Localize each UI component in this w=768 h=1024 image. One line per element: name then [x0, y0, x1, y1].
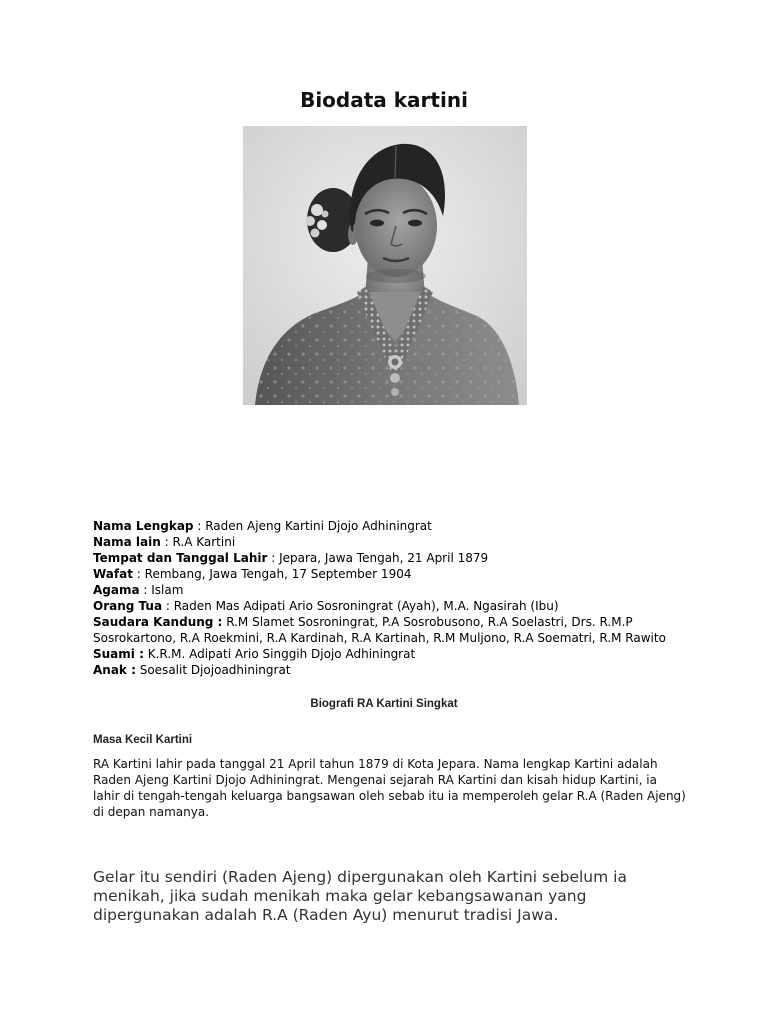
- section-heading-biografi: Biografi RA Kartini Singkat: [310, 698, 458, 710]
- paragraph-gelar: Gelar itu sendiri (Raden Ajeng) dipergunakan oleh Kartini sebelum ia menikah, jika sudah menikah maka gelar kebangsawanan yang dipergunakan adalah R.A (Raden Ayu) menurut tradisi Jawa.: [93, 868, 627, 924]
- paragraph-masa-kecil: RA Kartini lahir pada tanggal 21 April tahun 1879 di Kota Jepara. Nama lengkap Kartini adalah Raden Ajeng Kartini Djojo Adhiningrat. Mengenai sejarah RA Kartini dan kisah hidup Kartini, ia lahir di tengah-tengah keluarga bangsawan oleh sebab itu ia memperoleh gelar R.A (Raden Ajeng) di depan namanya.: [93, 757, 686, 819]
- biodata-value: K.R.M. Adipati Ario Singgih Djojo Adhiningrat: [147, 647, 416, 661]
- biodata-label: Wafat: [93, 567, 133, 581]
- biodata-label: Saudara Kandung :: [93, 615, 223, 629]
- biodata-value: R.M Slamet Sosroningrat, P.A Sosrobusono, R.A Soelastri, Drs. R.M.P Sosrokartono, R.A Roekmini, R.A Kardinah, R.A Kartinah, R.M Muljono, R.A Soematri, R.M Rawito: [93, 615, 666, 645]
- biodata-label: Orang Tua: [93, 599, 163, 613]
- document-title: Biodata kartini: [300, 88, 468, 112]
- biodata-value: : Jepara, Jawa Tengah, 21 April 1879: [271, 551, 489, 565]
- biodata-value: : Rembang, Jawa Tengah, 17 September 1904: [136, 567, 412, 581]
- biodata-row-nama-lain: [93, 534, 733, 550]
- biodata-row-wafat: [93, 566, 733, 582]
- biodata-label: Nama Lengkap: [93, 519, 194, 533]
- biodata-row-saudara-kandung: [93, 614, 733, 646]
- biodata-value: : Raden Ajeng Kartini Djojo Adhiningrat: [197, 519, 432, 533]
- biodata-row-nama-lengkap: [93, 518, 733, 534]
- subsection-title-masa-kecil: Masa Kecil Kartini: [93, 734, 193, 746]
- biodata-label: Agama: [93, 583, 140, 597]
- biodata-value: : Islam: [143, 583, 184, 597]
- biodata-row-anak: [93, 662, 733, 678]
- biodata-row-tempat-tanggal-lahir: [93, 550, 733, 566]
- biodata-row-orang-tua: [93, 598, 733, 614]
- biodata-list: [93, 518, 733, 678]
- portrait-photo: [243, 126, 527, 405]
- biodata-value: : R.A Kartini: [164, 535, 236, 549]
- biodata-label: Tempat dan Tanggal Lahir: [93, 551, 268, 565]
- biodata-row-agama: [93, 582, 733, 598]
- biodata-label: Suami :: [93, 647, 144, 661]
- biodata-label: Anak :: [93, 663, 136, 677]
- biodata-row-suami: [93, 646, 733, 662]
- biodata-value: : Raden Mas Adipati Ario Sosroningrat (Ayah), M.A. Ngasirah (Ibu): [165, 599, 559, 613]
- biodata-label: Nama lain: [93, 535, 161, 549]
- biodata-value: Soesalit Djojoadhiningrat: [139, 663, 291, 677]
